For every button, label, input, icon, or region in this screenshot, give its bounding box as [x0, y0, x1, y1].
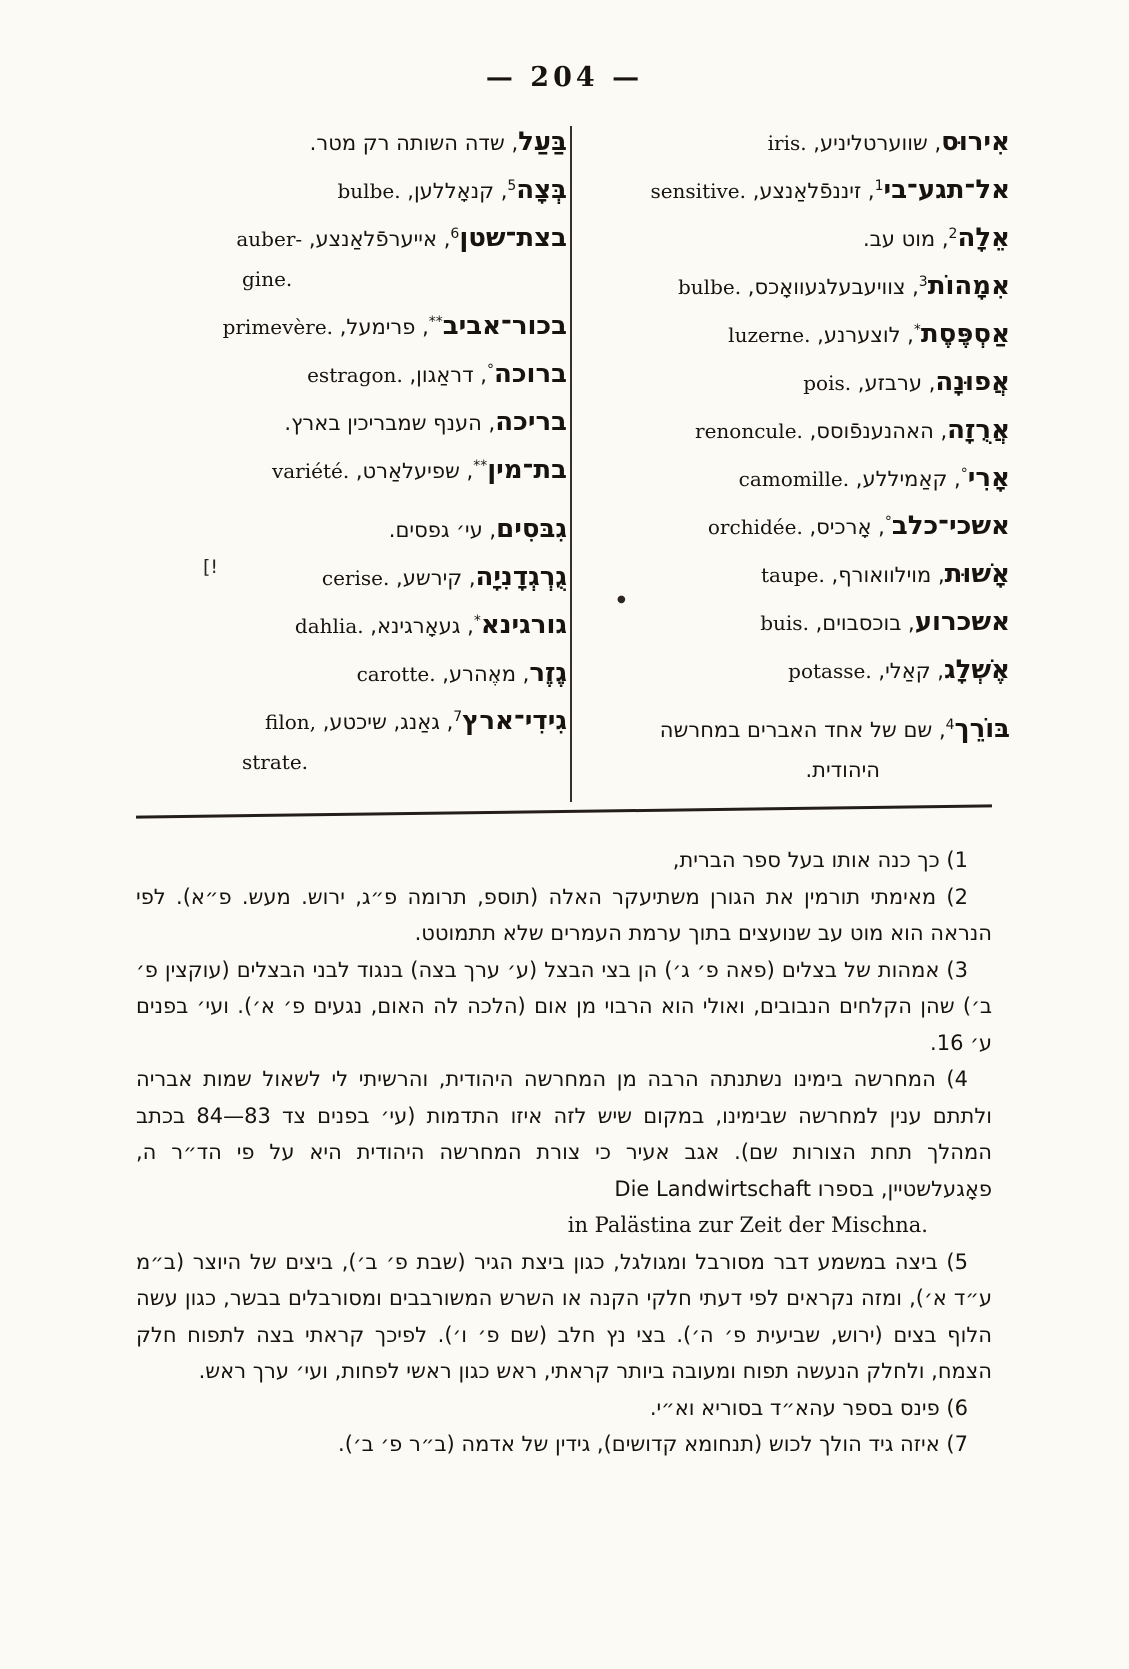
entry-headword: בת־מין	[487, 455, 567, 485]
footnote	[136, 1244, 992, 1390]
footnote	[136, 1390, 992, 1427]
entry-continuation-line: היהודית.	[805, 758, 880, 782]
entry-headword: אשכרוע	[914, 607, 1010, 637]
footnote-marker: 7	[453, 709, 463, 725]
dictionary-entry	[588, 122, 1010, 163]
entry-headword: אִירוּס	[941, 127, 1010, 157]
footnote-marker: 4	[945, 717, 955, 733]
entry-gloss: , שווערטליניע,	[813, 131, 942, 155]
entry-headword: אֶשְׁלָג	[944, 655, 1010, 685]
entry-gloss: , פרימעל,	[339, 315, 429, 339]
entry-headword: בצת־שטן	[459, 223, 567, 253]
entry-translation: luzerne.	[728, 323, 811, 347]
dictionary-entry	[132, 450, 567, 491]
dictionary-entry	[132, 509, 567, 550]
dictionary-entry	[132, 122, 567, 163]
footnote-text: 4) המחרשה בימינו נשתנתה הרבה מן המחרשה היהודית, והרשיתי לי לשאול שמות אבריה ולתתם ענין למחרשה שבימינו, במקום שיש לזה איזו התדמות (עי׳ בפנים צד 83—84 בכתב המהלך תחת הצורות שם). אגב אעיר כי צורת המחרשה היהודית היא על פי הד״ר ה, פאָגעלשטיין, בספרו Die Landwirtschaft	[136, 1067, 992, 1201]
entry-headword: אֵלָה	[957, 223, 1010, 253]
dictionary-entry	[132, 605, 567, 646]
footnote-marker: **	[473, 458, 488, 474]
entry-gloss: , הענף שמבריכין בארץ.	[284, 411, 496, 435]
entry-gloss: , קאַלי,	[878, 659, 944, 683]
dictionary-entry	[588, 602, 1010, 643]
entry-headword: ברוכה	[493, 359, 567, 389]
dictionary-entry	[588, 218, 1010, 259]
footnote-marker: *	[913, 322, 921, 338]
dictionary-column-left	[132, 122, 567, 789]
column-divider	[570, 126, 572, 802]
entry-gloss: , מוילוואורף,	[831, 563, 945, 587]
entry-headword: אָרִי	[967, 463, 1010, 493]
ink-spot: ●	[617, 594, 626, 605]
footnote-marker: °	[960, 466, 968, 482]
dictionary-entry	[588, 506, 1010, 547]
entry-gloss: , לוצערנע,	[817, 323, 914, 347]
entry-headword: בְּצָה	[516, 175, 567, 205]
entry-continuation-line: strate.	[242, 750, 309, 774]
entry-translation: filon,	[265, 710, 317, 734]
entry-headword: גִידִי־ארץ	[462, 706, 567, 736]
footnote-text: 7) איזה גיד הולך לכוש (תנחומא קדושים), גידין של אדמה (ב״ר פ׳ ב׳).	[338, 1432, 968, 1456]
footnote-marker: *	[473, 613, 481, 629]
footnote-marker: 3	[918, 274, 928, 290]
dictionary-entry	[588, 650, 1010, 691]
entry-gloss: , עי׳ גפסים.	[388, 518, 497, 542]
entry-gloss: , שפיעלאַרט,	[355, 459, 474, 483]
entry-headword: אִמָהוֹת	[927, 271, 1010, 301]
entry-translation: iris.	[767, 131, 807, 155]
dictionary-entry	[132, 218, 567, 299]
dictionary-column-right	[588, 122, 1010, 797]
footnotes-section	[136, 842, 992, 1463]
dictionary-entry	[132, 354, 567, 395]
entry-headword: גֶזֶר	[529, 658, 567, 688]
entry-translation: carotte.	[356, 662, 436, 686]
entry-headword: אֲפוּנָה	[935, 367, 1010, 397]
entry-headword: אַסְפֶּסֶת	[920, 319, 1010, 349]
dictionary-entry	[132, 653, 567, 694]
entry-gloss: , שם של אחד האברים במחרשה	[659, 718, 946, 742]
entry-translation: auber-	[236, 227, 303, 251]
entry-translation: orchidée.	[707, 515, 803, 539]
entry-gloss: , דראַגון,	[409, 363, 487, 387]
entry-headword: בַּעַל	[518, 127, 567, 157]
dictionary-entry	[132, 701, 567, 782]
footnote	[136, 842, 992, 879]
entry-translation: dahlia.	[294, 614, 364, 638]
entry-translation: camomille.	[738, 467, 850, 491]
entry-continuation-line: gine.	[242, 267, 293, 291]
entry-headword: אל־תגע־בי	[883, 175, 1010, 205]
dictionary-entry	[132, 306, 567, 347]
dictionary-entry	[588, 709, 1010, 790]
page-number: — 204 —	[485, 62, 644, 93]
entry-headword: אָשׁוּת	[944, 559, 1010, 589]
entry-translation: buis.	[760, 611, 809, 635]
entry-gloss: , מאֶהרע,	[442, 662, 530, 686]
entry-translation: cerise.	[321, 566, 390, 590]
entry-translation: potasse.	[788, 659, 872, 683]
entry-gloss: , אָרכיס,	[809, 515, 885, 539]
footnote-text: 1) כך כנה אותו בעל ספר הברית,	[672, 848, 968, 872]
dictionary-entry	[132, 557, 567, 598]
footnote-marker: 5	[507, 178, 517, 194]
entry-headword: בריכה	[495, 407, 567, 437]
entry-translation: primevère.	[222, 315, 334, 339]
footnote	[136, 1426, 992, 1463]
entry-headword: בּוֹרֵך	[954, 714, 1010, 744]
entry-translation: estragon.	[307, 363, 403, 387]
entry-translation: pois.	[803, 371, 852, 395]
entry-translation: bulbe.	[678, 275, 742, 299]
entry-headword: אשכי־כלב	[891, 511, 1010, 541]
footnote-marker: 1	[874, 178, 884, 194]
footnote-text: 5) ביצה במשמע דבר מסורבל ומגולגל, כגון ביצת הגיר (שבת פ׳ ב׳), ביצים של היוצר (ב״מ ע״ד א׳), ומזה נקראים לפי דעתי חלקי הקנה או השרש המשורבבים ומסורבלים בבשר, כגון עשה הלוף בצים (ירוש, שביעית פ׳ ה׳). בצי נץ חלב (שם פ׳ ו׳). לפיכך קראתי בצה לתפוח חלק הצמח, ולחלק הנעשה תפוח ומעובה ביותר קראתי, ראש כגון ראשי לפחות, ועי׳ ערך ראש.	[136, 1249, 992, 1383]
entry-gloss: , שדה השותה רק מטר.	[309, 131, 519, 155]
dictionary-entry	[588, 266, 1010, 307]
entry-gloss: , מוט עב.	[862, 227, 949, 251]
entry-gloss: , קירשע,	[396, 566, 476, 590]
entry-headword: בכור־אביב	[442, 311, 567, 341]
entry-gloss: , בוכסבוים,	[815, 611, 915, 635]
footnote	[136, 879, 992, 952]
dictionary-entry	[588, 554, 1010, 595]
margin-correction-mark: [!	[203, 556, 219, 578]
entry-gloss: , אייערפֿלאַנצע,	[308, 227, 451, 251]
entry-gloss: , קאַמיללע,	[855, 467, 961, 491]
entry-gloss: , קנאָללען,	[407, 179, 508, 203]
dictionary-entry	[588, 458, 1010, 499]
entry-gloss: , געאָרגינא,	[370, 614, 474, 638]
entry-gloss: , גאַנג, שיכטע,	[322, 710, 454, 734]
entry-translation: sensitive.	[650, 179, 747, 203]
entry-gloss: , האהנענפֿוסס,	[809, 419, 948, 443]
footnote-latin-line: in Palästina zur Zeit der Mischna.	[567, 1213, 928, 1237]
entry-gloss: , צוויעבעלגעוואָכס,	[747, 275, 919, 299]
dictionary-entry	[588, 170, 1010, 211]
footnote-text: 3) אמהות של בצלים (פאה פ׳ ג׳) הן בצי הבצל (ע׳ ערך בצה) בנגוד לבני הבצלים (עוקצין פ׳ ב׳) שהן הקלחים הנבובים, ואולי הוא הרבוי מן אום (הלכה לה האום, נגעים פ׳ א׳). ועי׳ בפנים ע׳ 16.	[136, 957, 992, 1055]
entry-headword: אֲרֻזָה	[947, 415, 1010, 445]
entry-translation: taupe.	[760, 563, 825, 587]
footnote-marker: 6	[450, 226, 460, 242]
dictionary-entry	[588, 362, 1010, 403]
entry-translation: bulbe.	[337, 179, 401, 203]
footnote-text: 6) פינס בספר עהא״ד בסוריא וא״י.	[649, 1395, 968, 1420]
footnote-text: 2) מאימתי תורמין את הגורן משתיעקר האלה (תוספ, תרומה פ״ג, ירוש. מעש. פ״א). לפי הנראה הוא מוט עב שנועצים בתוך ערמת העמרים שלא תתמוטט.	[136, 884, 992, 945]
entry-translation: renoncule.	[695, 419, 803, 443]
footnote	[136, 952, 992, 1062]
entry-gloss: , ערבזע,	[857, 371, 936, 395]
entry-headword: גִבּסִים	[496, 514, 567, 544]
entry-translation: variété.	[271, 459, 350, 483]
footnote	[136, 1061, 992, 1244]
dictionary-entry	[588, 410, 1010, 451]
footnote-marker: °	[884, 514, 892, 530]
footnote-marker: °	[486, 362, 494, 378]
dictionary-entry	[132, 402, 567, 443]
footnote-separator-rule	[136, 804, 992, 818]
dictionary-entry	[132, 170, 567, 211]
footnote-marker: 2	[948, 226, 958, 242]
entry-headword: גורגינא	[480, 610, 567, 640]
entry-gloss: , זיננפֿלאַנצע,	[752, 179, 875, 203]
dictionary-entry	[588, 314, 1010, 355]
entry-headword: גֻרְגְדָנִיָה	[475, 562, 567, 592]
footnote-marker: **	[428, 314, 443, 330]
